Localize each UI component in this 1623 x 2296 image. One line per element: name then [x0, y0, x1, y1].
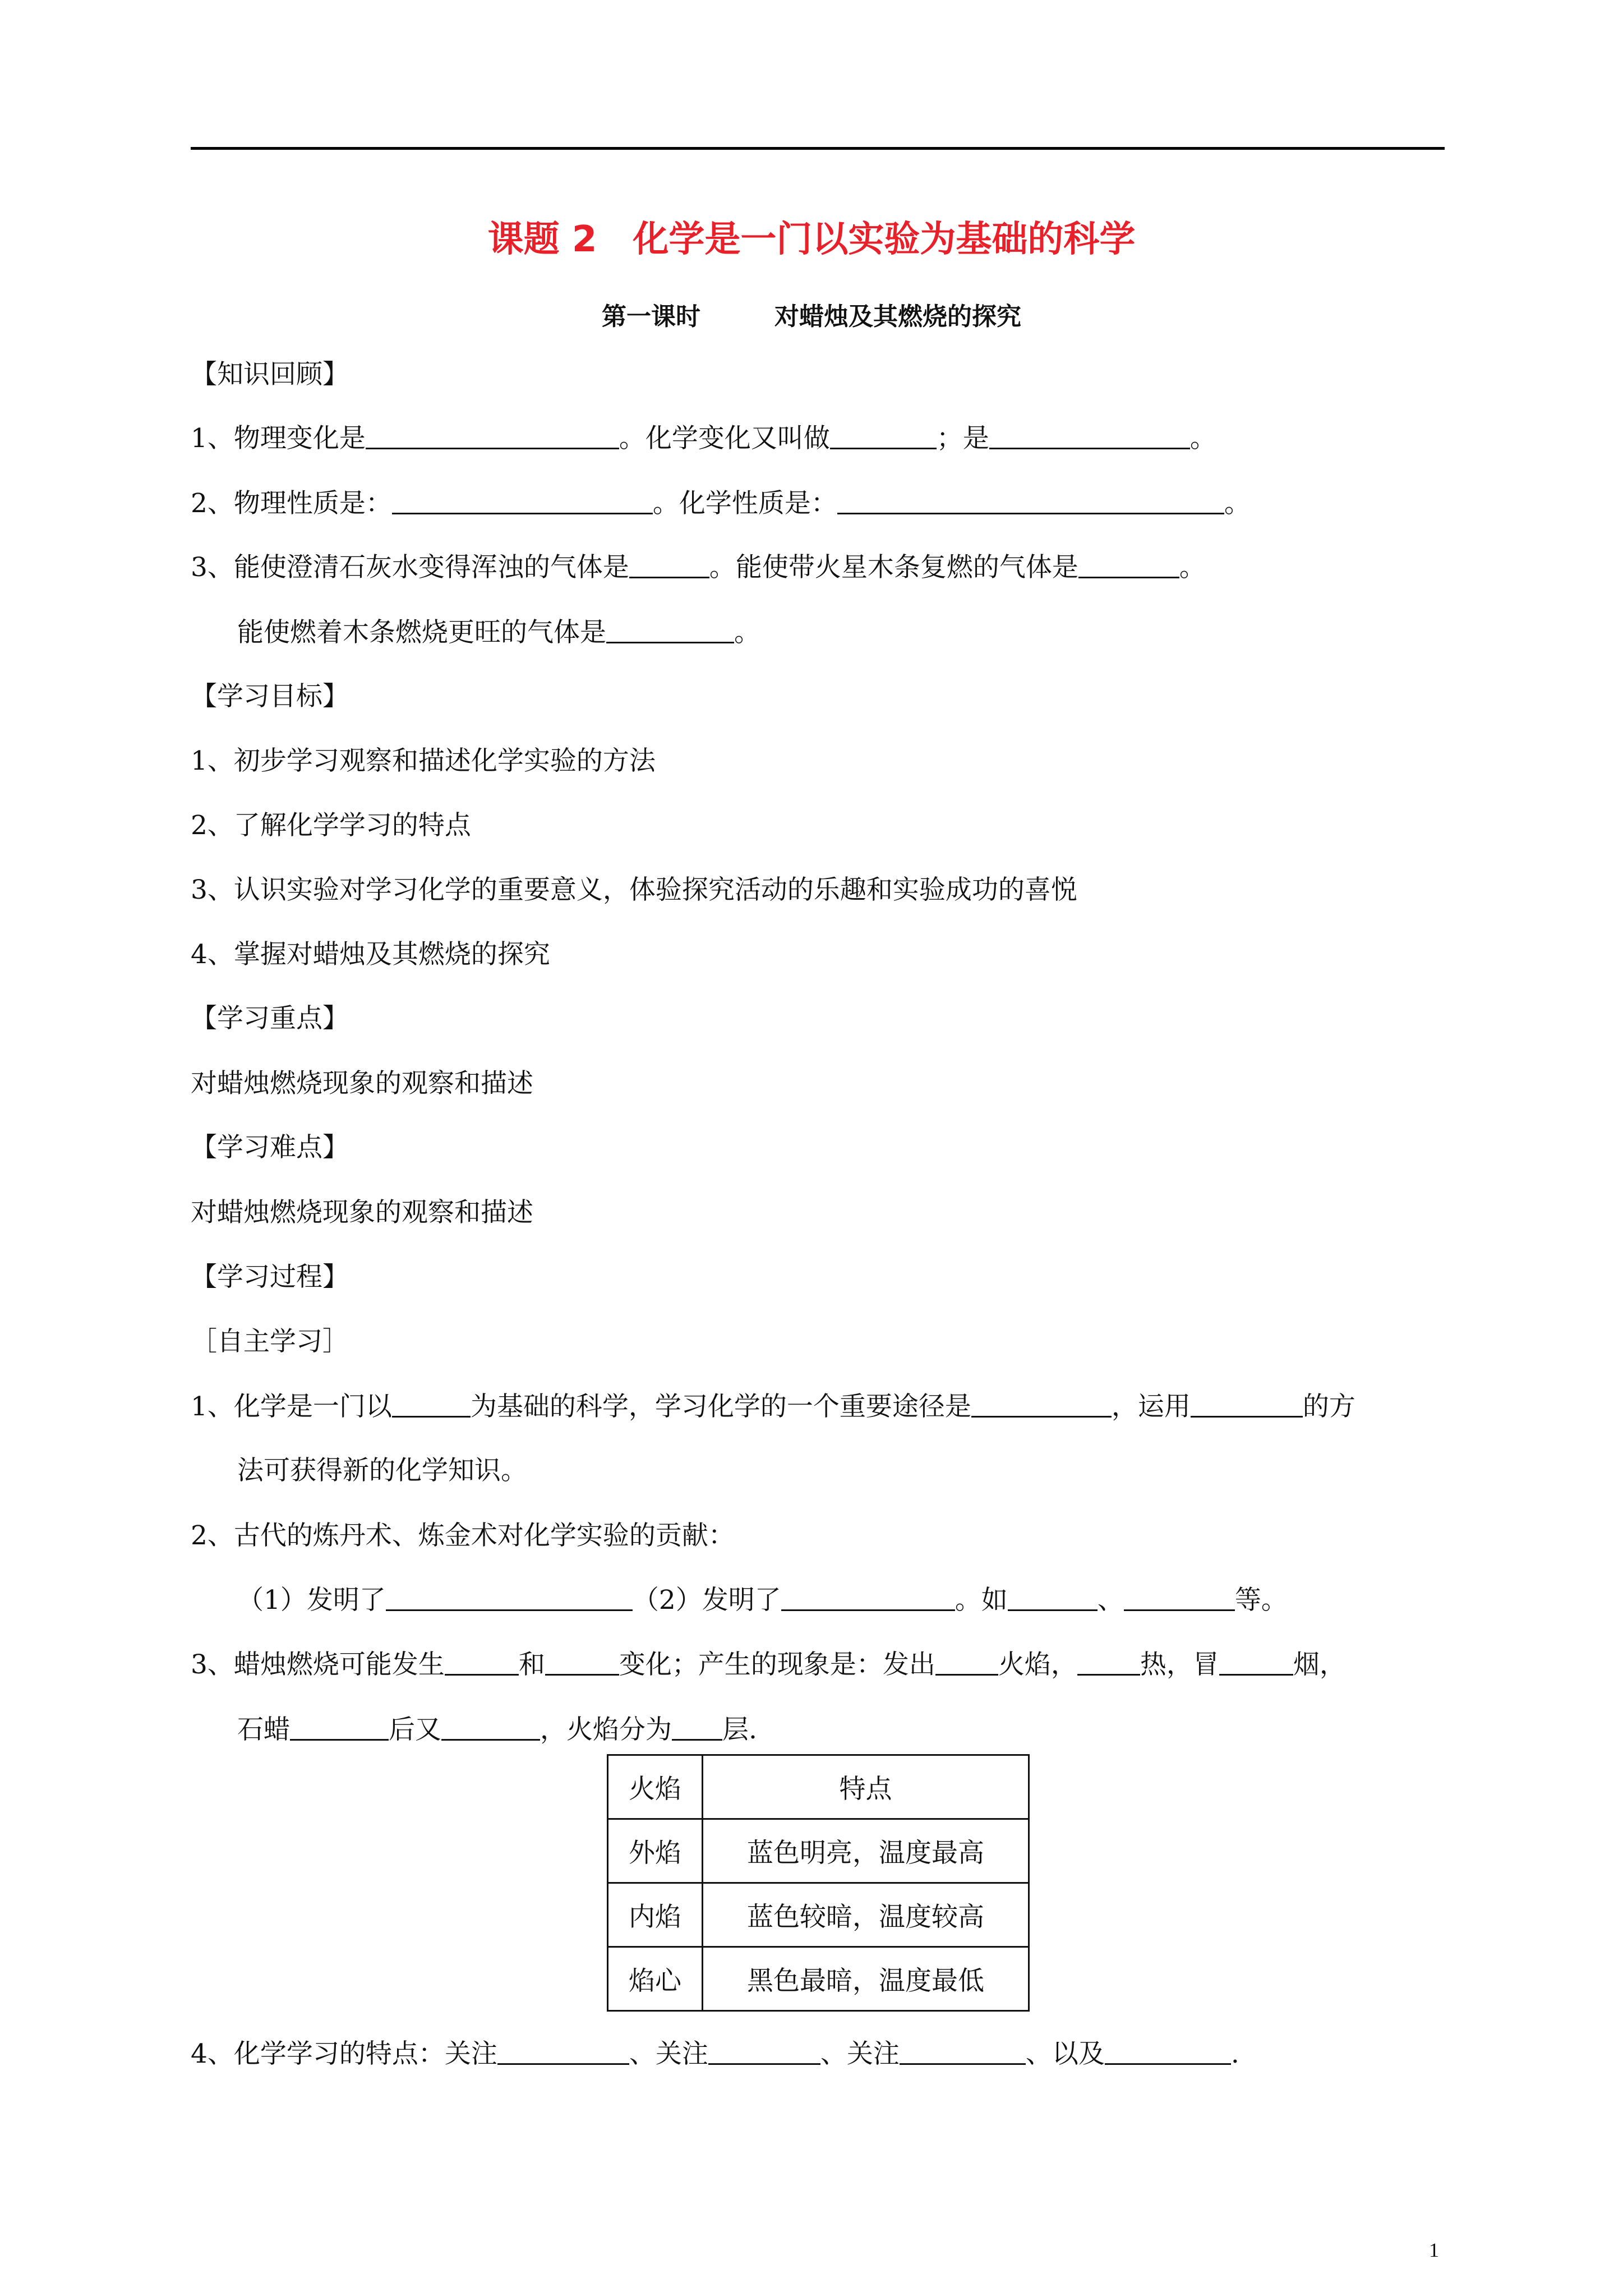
- review-q3: 3、能使澄清石灰水变得浑浊的气体是 。能使带火星木条复燃的气体是 。: [191, 552, 1206, 583]
- table-cell: 黑色最暗，温度最低: [703, 1947, 1029, 2011]
- difficulty-heading: 【学习难点】: [191, 1132, 349, 1163]
- process-heading: 【学习过程】: [191, 1262, 349, 1292]
- difficulty-text: 对蜡烛燃烧现象的观察和描述: [191, 1197, 533, 1228]
- answer-blank[interactable]: [392, 1391, 471, 1418]
- table-cell: 焰心: [608, 1947, 703, 2011]
- focus-text: 对蜡烛燃烧现象的观察和描述: [191, 1068, 533, 1099]
- review-q2: 2、物理性质是： 。化学性质是： 。: [191, 488, 1251, 519]
- goal-item: 2、了解化学学习的特点: [191, 810, 471, 841]
- process-q2: 2、古代的炼丹术、炼金术对化学实验的贡献：: [191, 1520, 735, 1551]
- answer-blank[interactable]: [1008, 1585, 1098, 1611]
- answer-blank[interactable]: [1191, 1391, 1303, 1418]
- answer-blank[interactable]: [629, 552, 709, 578]
- answer-blank[interactable]: [441, 1714, 540, 1741]
- answer-blank[interactable]: [1077, 1649, 1140, 1676]
- self-study-heading: ［自主学习］: [191, 1326, 349, 1357]
- answer-blank[interactable]: [900, 2039, 1026, 2065]
- table-row: [608, 1947, 1029, 2011]
- table-header-cell: 火焰: [608, 1755, 703, 1819]
- process-q1: 1、化学是一门以 为基础的科学，学习化学的一个重要途径是 ，运用 的方: [191, 1391, 1355, 1422]
- answer-blank[interactable]: [366, 423, 619, 449]
- review-heading: 【知识回顾】: [191, 359, 349, 390]
- goal-item: 1、初步学习观察和描述化学实验的方法: [191, 746, 656, 776]
- answer-blank[interactable]: [708, 2039, 820, 2065]
- process-q3: 3、蜡烛燃烧可能发生 和 变化；产生的现象是：发出 火焰， 热，冒 烟，: [191, 1649, 1346, 1680]
- review-q1: 1、物理变化是 。化学变化又叫做 ；是 。: [191, 423, 1216, 454]
- table-cell: 蓝色明亮，温度最高: [703, 1819, 1029, 1883]
- answer-blank[interactable]: [935, 1649, 998, 1676]
- process-q1-cont: 法可获得新的化学知识。: [237, 1455, 527, 1486]
- review-q3-cont: 能使燃着木条燃烧更旺的气体是 。: [237, 617, 760, 648]
- flame-table: [607, 1754, 1030, 2012]
- answer-blank[interactable]: [1105, 2039, 1231, 2065]
- answer-blank[interactable]: [545, 1649, 619, 1676]
- focus-heading: 【学习重点】: [191, 1003, 349, 1034]
- page-title: 课题 2 化学是一门以实验为基础的科学: [487, 219, 1136, 260]
- answer-blank[interactable]: [989, 423, 1190, 449]
- table-header-row: [608, 1755, 1029, 1819]
- answer-blank[interactable]: [497, 2039, 629, 2065]
- table-header-cell: 特点: [703, 1755, 1029, 1819]
- table-cell: 外焰: [608, 1819, 703, 1883]
- page-number: 1: [1429, 2239, 1439, 2261]
- table-cell: 蓝色较暗，温度较高: [703, 1883, 1029, 1947]
- answer-blank[interactable]: [837, 488, 1224, 514]
- answer-blank[interactable]: [386, 1585, 633, 1611]
- goal-item: 3、认识实验对学习化学的重要意义，体验探究活动的乐趣和实验成功的喜悦: [191, 875, 1077, 905]
- answer-blank[interactable]: [1078, 552, 1179, 578]
- goal-item: 4、掌握对蜡烛及其燃烧的探究: [191, 939, 550, 970]
- table-row: [608, 1883, 1029, 1947]
- process-q3-cont: 石蜡 后又 ，火焰分为 层.: [237, 1714, 757, 1745]
- table-row: [608, 1819, 1029, 1883]
- answer-blank[interactable]: [672, 1714, 722, 1741]
- process-q4: 4、化学学习的特点：关注 、关注 、关注 、以及 .: [191, 2039, 1239, 2069]
- answer-blank[interactable]: [1124, 1585, 1235, 1611]
- header-rule: [191, 147, 1445, 150]
- answer-blank[interactable]: [830, 423, 937, 449]
- table-cell: 内焰: [608, 1883, 703, 1947]
- answer-blank[interactable]: [781, 1585, 955, 1611]
- process-q2-cont: （1）发明了 （2）发明了 。如 、 等。: [237, 1585, 1288, 1616]
- answer-blank[interactable]: [971, 1391, 1112, 1418]
- answer-blank[interactable]: [392, 488, 653, 514]
- goals-heading: 【学习目标】: [191, 681, 349, 712]
- answer-blank[interactable]: [1219, 1649, 1293, 1676]
- answer-blank[interactable]: [445, 1649, 519, 1676]
- answer-blank[interactable]: [606, 617, 734, 643]
- answer-blank[interactable]: [290, 1714, 389, 1741]
- page-subtitle: 第一课时 对蜡烛及其燃烧的探究: [602, 302, 1021, 331]
